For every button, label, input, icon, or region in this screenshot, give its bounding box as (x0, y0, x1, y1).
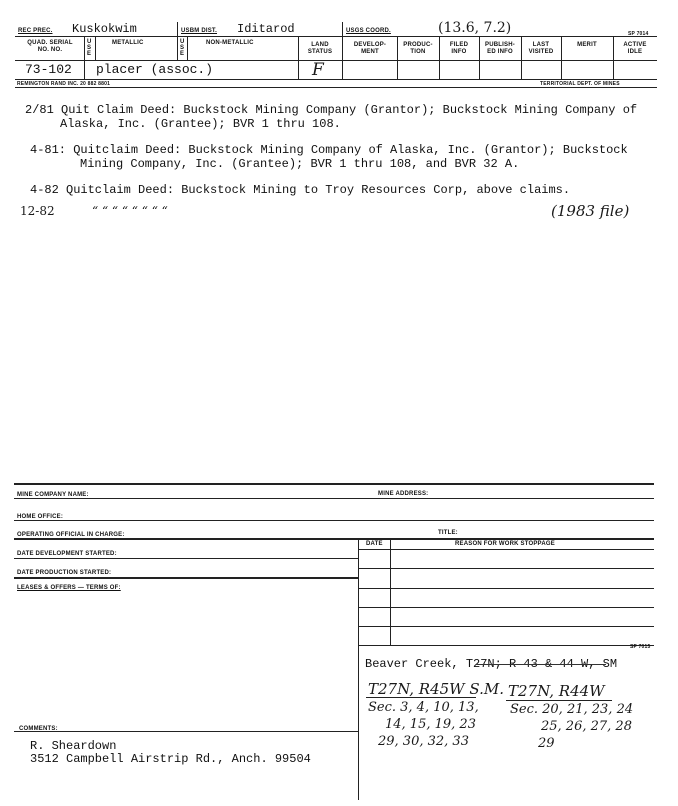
rule (84, 36, 85, 79)
hw-left-head: T27N, R45W S.M. (368, 680, 504, 698)
reason-col-label: REASON FOR WORK STOPPAGE (455, 541, 555, 547)
col-no: NO. NO. (37, 47, 63, 53)
rule (177, 36, 178, 60)
rule (95, 36, 96, 60)
entry-line: 4-81: Quitclaim Deed: Buckstock Mining Company of Alaska, Inc. (Grantor); Buckstock (30, 143, 628, 157)
rule (561, 36, 562, 79)
entry-line: 4-82 Quitclaim Deed: Buckstock Mining to Troy Resources Corp, above claims. (30, 183, 571, 197)
land-status-value: F (312, 60, 324, 80)
rule (342, 36, 343, 79)
rule (390, 538, 391, 645)
territorial-imprint: TERRITORIAL DEPT. OF MINES (540, 81, 620, 87)
col-merit: MERIT (577, 42, 597, 48)
col-quad-serial: QUAD. SERIAL (27, 40, 73, 46)
col-use: U S E (180, 39, 185, 57)
rule (439, 36, 440, 79)
rule (298, 36, 299, 79)
rule (397, 36, 398, 79)
mine-company-name-label: MINE COMPANY NAME: (17, 492, 89, 498)
comments-name: R. Sheardown (30, 739, 117, 753)
col-development: DEVELOP- MENT (353, 42, 387, 55)
rule (479, 36, 480, 79)
rule (342, 22, 343, 36)
hw-right-line: 29 (538, 736, 555, 751)
date-col-label: DATE (366, 541, 383, 547)
hw-right-head: T27N, R44W (508, 682, 605, 700)
rule (521, 36, 522, 79)
leases-label: LEASES & OFFERS — TERMS OF: (17, 585, 121, 591)
underline (506, 700, 612, 701)
serial-value: 73-102 (25, 62, 72, 77)
rec-prec-value: Kuskokwim (72, 22, 137, 36)
rule (14, 577, 358, 579)
rule (358, 645, 359, 800)
location-typed: Beaver Creek, T27N; R 43 & 44 W, SM (365, 657, 618, 671)
rule (358, 568, 654, 569)
rule (14, 520, 654, 521)
rule (14, 558, 358, 559)
col-published-info: PUBLISH- ED INFO (485, 42, 515, 55)
rule (358, 645, 654, 646)
col-non-metallic: NON-METALLIC (206, 40, 254, 46)
title-label: TITLE: (438, 530, 458, 536)
handwritten-date: 12-82 (20, 204, 55, 218)
rule (613, 36, 614, 79)
metallic-value: placer (assoc.) (96, 62, 214, 77)
usbm-dist-value: Iditarod (237, 22, 295, 36)
mine-address-label: MINE ADDRESS: (378, 491, 429, 497)
underline (366, 697, 476, 698)
comments-label: COMMENTS: (19, 726, 58, 732)
handwritten-note: (1983 file) (551, 202, 630, 220)
rule (177, 22, 178, 36)
entry-line: 2/81 Quit Claim Deed: Buckstock Mining Company (Grantor); Buckstock Mining Company of (25, 103, 638, 117)
rule (358, 607, 654, 608)
hw-left-line: 14, 15, 19, 23 (385, 717, 476, 732)
usbm-dist-label: USBM DIST. (181, 28, 218, 34)
home-office-label: HOME OFFICE: (17, 514, 64, 520)
col-filed-info: FILED INFO (449, 42, 469, 55)
date-development-label: DATE DEVELOPMENT STARTED: (17, 551, 117, 557)
date-production-label: DATE PRODUCTION STARTED: (17, 570, 112, 576)
strike-through (476, 664, 606, 665)
rule (14, 731, 358, 732)
col-use: U S E (87, 39, 92, 57)
printer-imprint: REMINGTON RAND INC. 20 882 8801 (17, 81, 111, 87)
rule (14, 483, 654, 485)
rule (14, 538, 654, 540)
rule (358, 538, 359, 645)
comments-address: 3512 Campbell Airstrip Rd., Anch. 99504 (30, 752, 311, 766)
entry-line: Mining Company, Inc. (Grantee); BVR 1 thru 108, and BVR 32 A. (80, 157, 520, 171)
operating-official-label: OPERATING OFFICIAL IN CHARGE: (17, 532, 125, 538)
entry-line: Alaska, Inc. (Grantee); BVR 1 thru 108. (60, 117, 341, 131)
rule (14, 498, 654, 499)
form-code: SP 7015 (630, 644, 651, 650)
hw-left-line: 29, 30, 32, 33 (378, 734, 469, 749)
hw-left-line: Sec. 3, 4, 10, 13, (368, 700, 479, 715)
form-code: SP 7014 (628, 31, 649, 37)
usgs-coord-label: USGS COORD. (346, 28, 391, 34)
col-production: PRODUC- TION (403, 42, 433, 55)
hw-right-line: Sec. 20, 21, 23, 24 (510, 702, 634, 717)
rec-prec-label: REC PREC. (18, 28, 53, 34)
hw-right-line: 25, 26, 27, 28 (541, 719, 632, 734)
col-land-status: LAND STATUS (307, 42, 333, 55)
rule (358, 588, 654, 589)
ditto-marks: “ “ “ “ “ “ “ “ (92, 204, 168, 218)
rule (15, 79, 657, 80)
col-last-visited: LAST VISITED (528, 42, 554, 55)
col-active-idle: ACTIVE IDLE (623, 42, 647, 55)
col-metallic: METALLIC (112, 40, 144, 46)
rule (358, 626, 654, 627)
rule (187, 36, 188, 60)
usgs-coord-value: (13.6, 7.2) (438, 20, 512, 36)
rule (358, 549, 654, 550)
